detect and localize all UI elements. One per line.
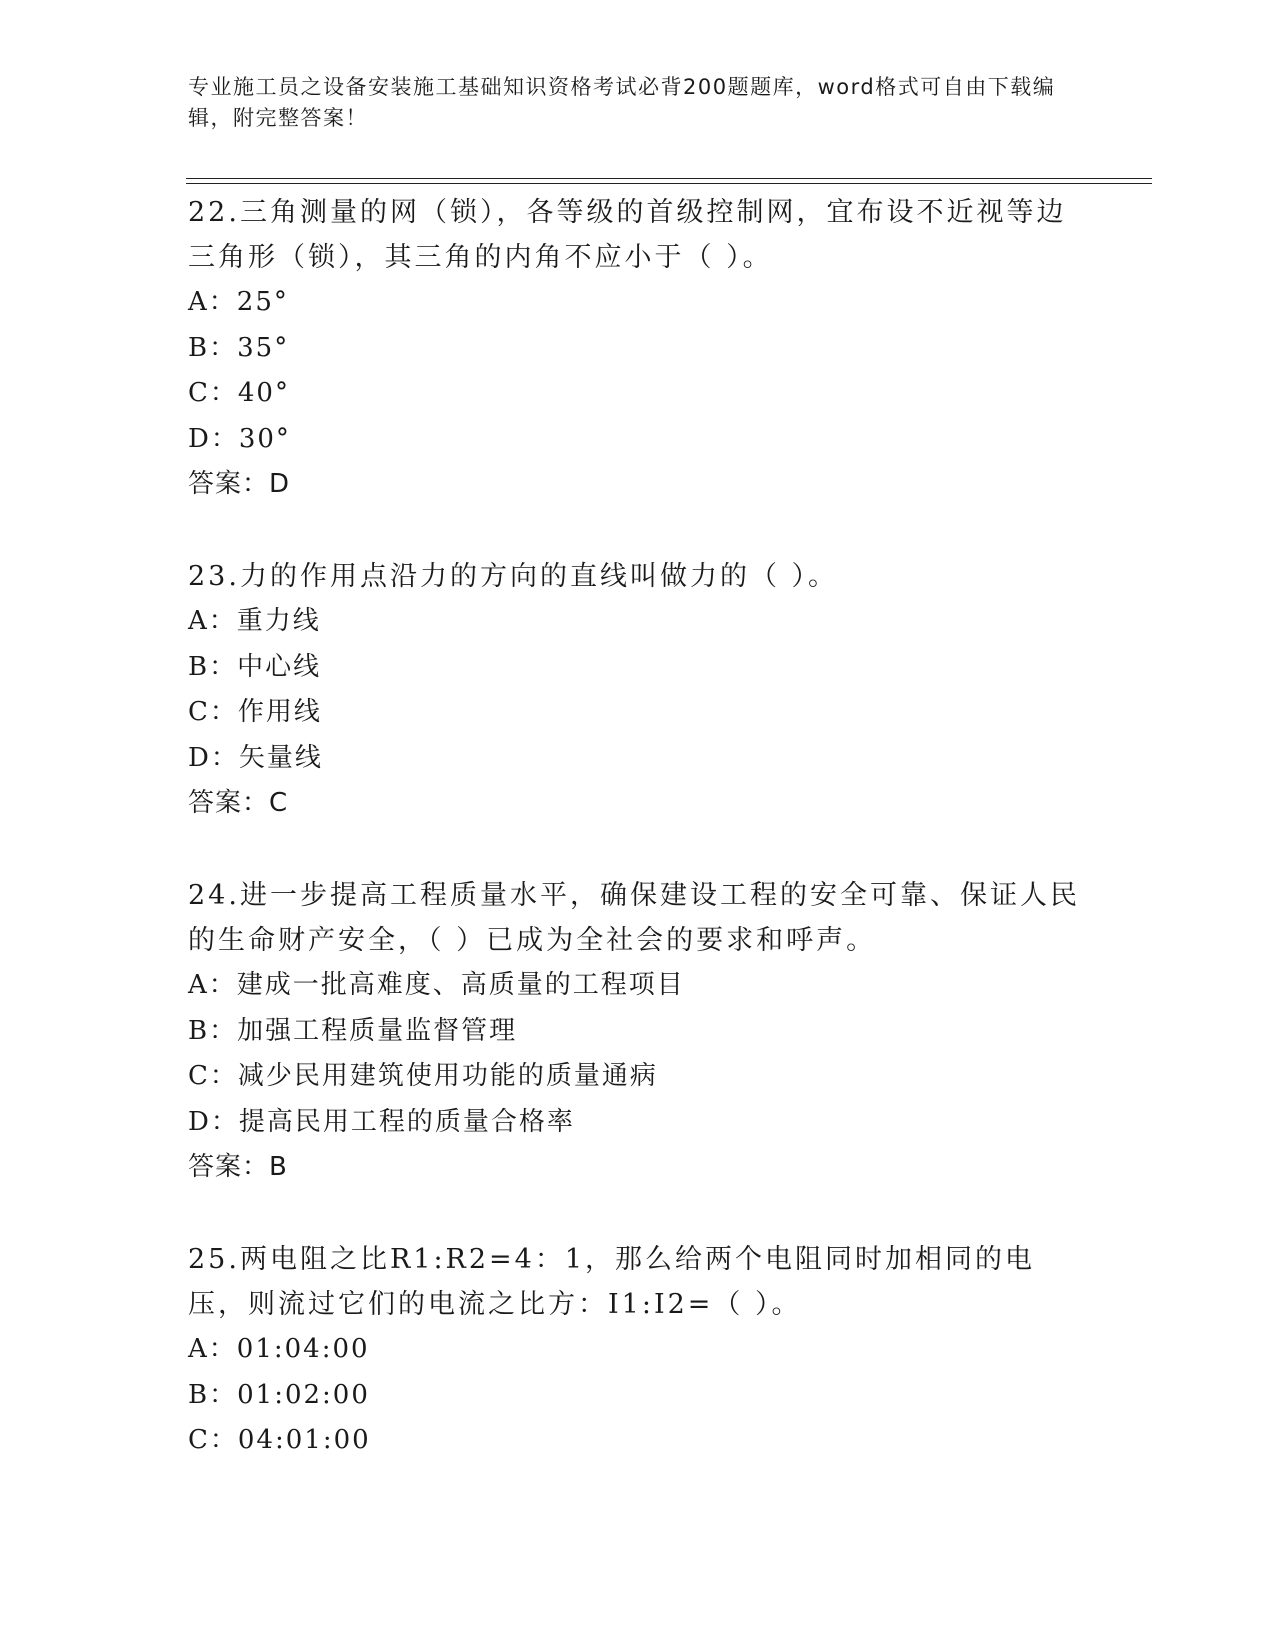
question-stem: 22.三角测量的网（锁），各等级的首级控制网，宜布设不近视等边三角形（锁），其三角的内角不应小于（ ）。 [188,197,1067,273]
question-24 [188,873,1088,1189]
option-a: A：01:04:00 [188,1334,370,1364]
document-header: 专业施工员之设备安装施工基础知识资格考试必背200题题库，word格式可自由下载编辑，附完整答案！ [188,75,1056,130]
option-a: A：重力线 [188,606,321,636]
question-stem: 24.进一步提高工程质量水平，确保建设工程的安全可靠、保证人民的生命财产安全，（ ）已成为全社会的要求和呼声。 [188,880,1080,956]
option-c: C：作用线 [188,697,322,727]
option-d: D：30° [188,423,291,454]
question-25 [188,1237,1088,1464]
answer: 答案：C [188,788,289,818]
question-23 [188,554,1088,825]
answer: 答案：B [188,1152,288,1182]
option-c: C：04:01:00 [188,1425,371,1455]
option-b: B：01:02:00 [188,1379,370,1410]
option-b: B：加强工程质量监督管理 [188,1015,518,1046]
question-list [188,190,1088,1512]
option-a: A：25° [188,287,289,317]
header-double-rule [186,178,1152,184]
question-stem: 23.力的作用点沿力的方向的直线叫做力的（ ）。 [188,561,839,592]
option-d: D：矢量线 [188,742,323,773]
option-c: C：减少民用建筑使用功能的质量通病 [188,1061,658,1091]
answer: 答案：D [188,469,291,499]
question-stem: 25.两电阻之比R1:R2=4：1，那么给两个电阻同时加相同的电压，则流过它们的电流之比方：I1:I2=（ ）。 [188,1244,1036,1320]
option-b: B：35° [188,332,290,363]
question-22 [188,190,1088,506]
option-b: B：中心线 [188,651,322,682]
option-a: A：建成一批高难度、高质量的工程项目 [188,970,685,1000]
option-c: C：40° [188,378,290,408]
option-d: D：提高民用工程的质量合格率 [188,1106,575,1137]
